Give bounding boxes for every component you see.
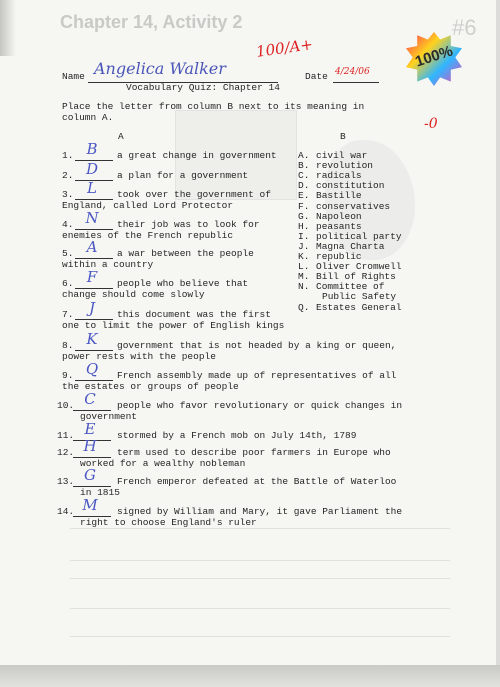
question-number: 1. [62,150,74,161]
date-label: Date [305,71,328,82]
column-b-letter: E. [298,190,310,202]
question-number: 12. [57,447,75,458]
column-b-term: political party [316,230,402,242]
question-number: 4. [62,219,74,230]
scan-shadow [0,0,16,56]
handwritten-answer: M [82,496,98,514]
question-text: French assembly made up of representatives of all [117,370,397,381]
column-b-term: Bastille [316,190,362,202]
column-b-letter: A. [298,150,310,161]
instructions-line-2: column A. [62,112,114,123]
question-text: government [80,411,138,422]
column-b-term: peasants [316,220,362,232]
question-text: people who favor revolutionary or quick changes in [117,400,403,411]
bleed-through-rule [70,578,450,579]
question-number: 11. [57,430,75,441]
bleed-through-rule [70,636,450,637]
question-text: right to choose England's ruler [80,517,257,528]
bleed-through-heading: Chapter 14, Activity 2 [60,12,243,32]
column-b-term: Oliver Cromwell [316,261,402,273]
column-b-letter: G. [298,210,310,222]
column-b-letter: D. [298,180,310,192]
question-text: signed by William and Mary, it gave Parliament the [117,506,403,517]
column-b-term: Committee of [316,281,385,293]
handwritten-answer: K [86,330,98,348]
column-b-term: Estates General [316,301,402,313]
question-text: worked for a wealthy nobleman [80,458,246,469]
question-text: the estates or groups of people [62,381,239,392]
bleed-through-rule [70,560,450,561]
question-text: a plan for a government [117,170,249,181]
column-b-term: Bill of Rights [316,271,396,283]
column-b-term: conservatives [316,200,391,212]
question-text: stormed by a French mob on July 14th, 1789 [117,430,357,441]
column-b-term: Napoleon [316,210,362,222]
question-text: in 1815 [80,487,120,498]
column-b-letter: L. [298,261,310,273]
question-number: 9. [62,370,74,381]
column-b-term: radicals [316,170,362,182]
question-text: enemies of the French republic [62,230,234,241]
question-number: 8. [62,340,74,351]
name-label: Name [62,71,85,82]
column-b-letter: F. [298,200,310,212]
question-text: this document was the first [117,309,271,320]
handwritten-answer: H [83,437,97,455]
handwritten-answer: F [86,268,98,286]
column-b-letter: N. [298,281,310,293]
column-b-letter: K. [298,251,310,262]
column-b-letter: C. [298,170,310,182]
question-text: a great change in government [117,150,277,161]
column-b-term: constitution [316,180,385,192]
bleed-through-number: #6 [452,15,477,40]
date-value: 4/24/06 [335,67,370,77]
scan-bottom-edge [0,665,500,687]
handwritten-answer: N [85,209,99,227]
column-b-letter: B. [298,160,310,172]
handwritten-answer: A [86,238,98,256]
handwritten-answer: L [87,179,97,197]
column-b-letter: M. [298,271,310,283]
question-text: people who believe that [117,278,249,289]
column-b-letter: J. [298,240,310,252]
question-text: a war between the people [117,248,254,259]
column-b-letter: H. [298,220,310,232]
question-text: England, called Lord Protector [62,200,234,211]
handwritten-answer: B [86,140,98,158]
question-number: 3. [62,189,74,200]
question-text: within a country [62,259,154,270]
bleed-through-rule [70,608,450,609]
instructions-line-1: Place the letter from column B next to its meaning in [62,101,365,112]
column-b-term: Public Safety [322,291,397,303]
handwritten-answer: Q [85,360,99,378]
question-text: French emperor defeated at the Battle of Waterloo [117,476,397,487]
question-text: power rests with the people [62,351,216,362]
handwritten-answer: G [84,466,96,484]
handwritten-answer: J [88,299,95,317]
question-text: change should come slowly [62,289,205,300]
question-number: 7. [62,309,74,320]
grade-mark: 100/A+ [254,35,314,61]
question-text: term used to describe poor farmers in Europe who [117,447,391,458]
quiz-title: Vocabulary Quiz: Chapter 14 [126,82,280,93]
margin-mark: -0 [424,116,438,132]
question-number: 10. [57,400,75,411]
question-number: 14. [57,506,75,517]
column-b-term: revolution [316,160,374,172]
question-number: 13. [57,476,75,487]
column-b-term: civil war [316,150,368,161]
bleed-through-rule [70,528,450,529]
question-text: government that is not headed by a king or queen, [117,340,397,351]
handwritten-answer: D [85,160,99,178]
date-line [333,82,379,83]
question-number: 6. [62,278,74,289]
question-text: their job was to look for [117,219,260,230]
question-number: 5. [62,248,74,259]
column-b-term: Magna Charta [316,240,385,252]
handwritten-answer: E [84,420,96,438]
column-b-letter: Q. [298,301,310,313]
question-text: took over the government of [117,189,271,200]
column-b-header: B [340,131,346,142]
question-text: one to limit the power of English kings [62,320,285,331]
column-b-letter: I. [298,230,310,242]
column-a-header: A [118,131,124,142]
sticker-label: 100% [413,42,455,71]
column-b-term: republic [316,251,362,262]
handwritten-answer: C [84,390,96,408]
student-name: Angelica Walker [94,59,226,78]
question-number: 2. [62,170,74,181]
